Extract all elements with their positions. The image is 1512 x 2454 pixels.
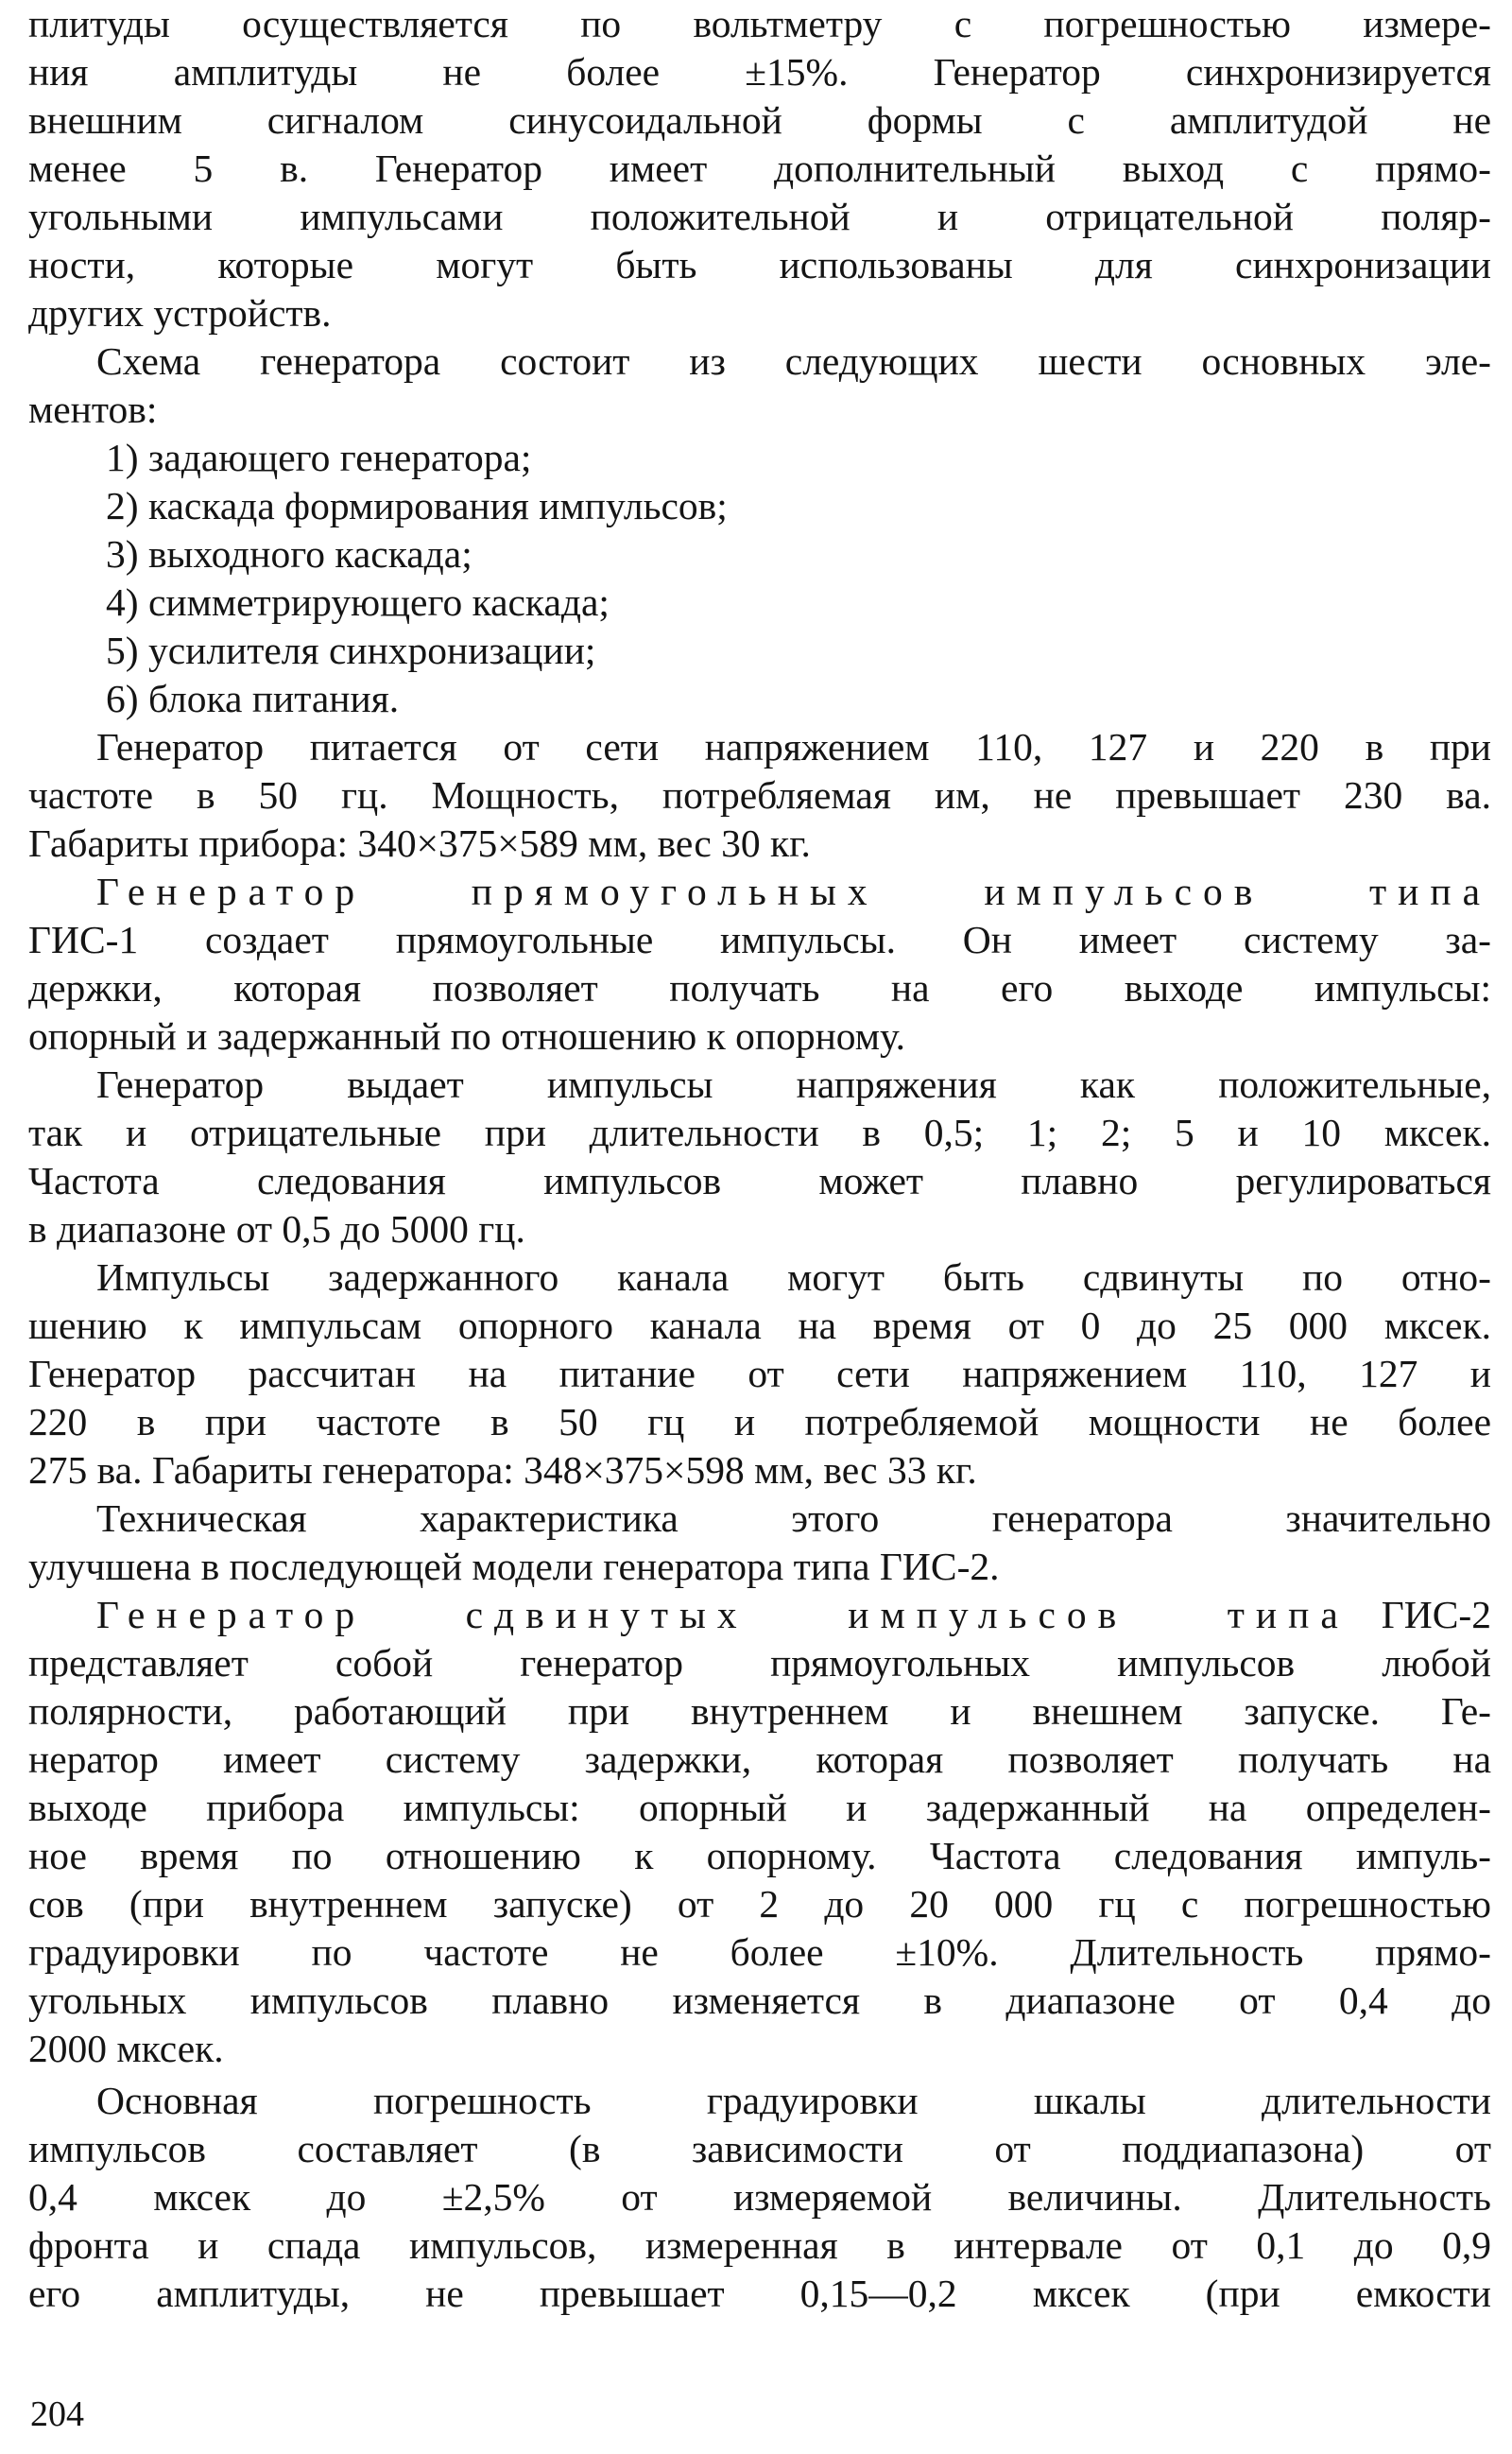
text-line: полярности, работающий при внутреннем и внешнем запуске. Ге- — [28, 1689, 1491, 1733]
text-line: плитуды осуществляется по вольтметру с погрешностью измере- — [28, 2, 1491, 45]
paragraph-pulses — [28, 1061, 1491, 1253]
text-line: шению к импульсам опорного канала на время от 0 до 25 000 мксек. — [28, 1304, 1491, 1347]
paragraph-gis2 — [28, 1591, 1491, 2073]
text-line: ГИС-1 создает прямоугольные импульсы. Он имеет систему за- — [28, 918, 1491, 961]
document-page — [28, 0, 1491, 2454]
paragraph-delay — [28, 1253, 1491, 1495]
text-line: ния амплитуды не более ±15%. Генератор синхронизируется — [28, 50, 1491, 94]
text-line: Импульсы задержанного канала могут быть сдвинуты по отно- — [96, 1255, 1491, 1299]
text-line: внешним сигналом синусоидальной формы с амплитудой не — [28, 98, 1491, 142]
section-heading-model: ГИС-2 — [1381, 1593, 1491, 1636]
text-line: Основная погрешность градуировки шкалы длительности — [96, 2079, 1491, 2122]
text-line: Генератор рассчитан на питание от сети напряжением 110, 127 и — [28, 1352, 1491, 1395]
text-line: представляет собой генератор прямоугольных импульсов любой — [28, 1641, 1491, 1685]
text-line: угольными импульсами положительной и отрицательной поляр- — [28, 195, 1491, 238]
text-line: фронта и спада импульсов, измеренная в интервале от 0,1 до 0,9 — [28, 2223, 1491, 2267]
list-item: 3) выходного каскада; — [106, 532, 472, 576]
list-item: 4) симметрирующего каскада; — [106, 580, 610, 624]
list-item: 5) усилителя синхронизации; — [106, 629, 596, 672]
paragraph-schema — [28, 337, 1491, 723]
list-item: 1) задающего генератора; — [106, 436, 532, 479]
text-line: Схема генератора состоит из следующих шести основных эле- — [96, 339, 1491, 383]
section-heading-gis1: Генератор прямоугольных импульсов типа — [96, 870, 1491, 913]
paragraph-accuracy — [28, 2077, 1491, 2318]
text-line: держки, которая позволяет получать на его выходе импульсы: — [28, 966, 1491, 1010]
text-line: других устройств. — [28, 291, 332, 335]
text-line: импульсов составляет (в зависимости от поддиапазона) от — [28, 2127, 1491, 2170]
text-line: сов (при внутреннем запуске) от 2 до 20 000 гц с погрешностью — [28, 1882, 1491, 1926]
text-line: ности, которые могут быть использованы для синхронизации — [28, 243, 1491, 286]
text-line: его амплитуды, не превышает 0,15—0,2 мксек (при емкости — [28, 2272, 1491, 2315]
section-heading-gis2 — [28, 1591, 1491, 1639]
text-line: градуировки по частоте не более ±10%. Длительность прямо- — [28, 1930, 1491, 1974]
text-line: частоте в 50 гц. Мощность, потребляемая им, не превышает 230 ва. — [28, 773, 1491, 817]
text-line: 0,4 мксек до ±2,5% от измеряемой величины. Длительность — [28, 2175, 1491, 2219]
text-line: Габариты прибора: 340×375×589 мм, вес 30 кг. — [28, 821, 811, 865]
text-line: менее 5 в. Генератор имеет дополнительный выход с прямо- — [28, 147, 1491, 190]
text-line: ное время по отношению к опорному. Частота следования импуль- — [28, 1834, 1491, 1877]
text-line: ментов: — [28, 388, 158, 431]
page-number: 204 — [30, 2394, 84, 2434]
text-line: 220 в при частоте в 50 гц и потребляемой мощности не более — [28, 1400, 1491, 1443]
text-line: Генератор выдает импульсы напряжения как положительные, — [96, 1063, 1491, 1106]
text-line: угольных импульсов плавно изменяется в диапазоне от 0,4 до — [28, 1979, 1491, 2022]
list-item: 6) блока питания. — [106, 677, 400, 720]
text-line: опорный и задержанный по отношению к опорному. — [28, 1014, 905, 1058]
paragraph-improvement — [28, 1495, 1491, 1591]
list-item: 2) каскада формирования импульсов; — [106, 484, 728, 527]
text-line: в диапазоне от 0,5 до 5000 гц. — [28, 1207, 525, 1251]
text-line: улучшена в последующей модели генератора типа ГИС-2. — [28, 1545, 1000, 1588]
text-line: выходе прибора импульсы: опорный и задержанный на определен- — [28, 1786, 1491, 1829]
paragraph-gis1 — [28, 868, 1491, 1061]
text-line: так и отрицательные при длительности в 0,5; 1; 2; 5 и 10 мксек. — [28, 1111, 1491, 1154]
text-line: 2000 мксек. — [28, 2027, 224, 2070]
text-line: Частота следования импульсов может плавно регулироваться — [28, 1159, 1491, 1202]
text-line: Техническая характеристика этого генератора значительно — [96, 1496, 1491, 1540]
paragraph-amplitude — [28, 0, 1491, 337]
text-line: Генератор питается от сети напряжением 110, 127 и 220 в при — [96, 725, 1491, 769]
section-heading-text: Генератор сдвинутых импульсов типа — [96, 1593, 1349, 1636]
paragraph-power — [28, 723, 1491, 868]
text-line: 275 ва. Габариты генератора: 348×375×598 мм, вес 33 кг. — [28, 1448, 977, 1492]
text-line: нератор имеет систему задержки, которая позволяет получать на — [28, 1737, 1491, 1781]
